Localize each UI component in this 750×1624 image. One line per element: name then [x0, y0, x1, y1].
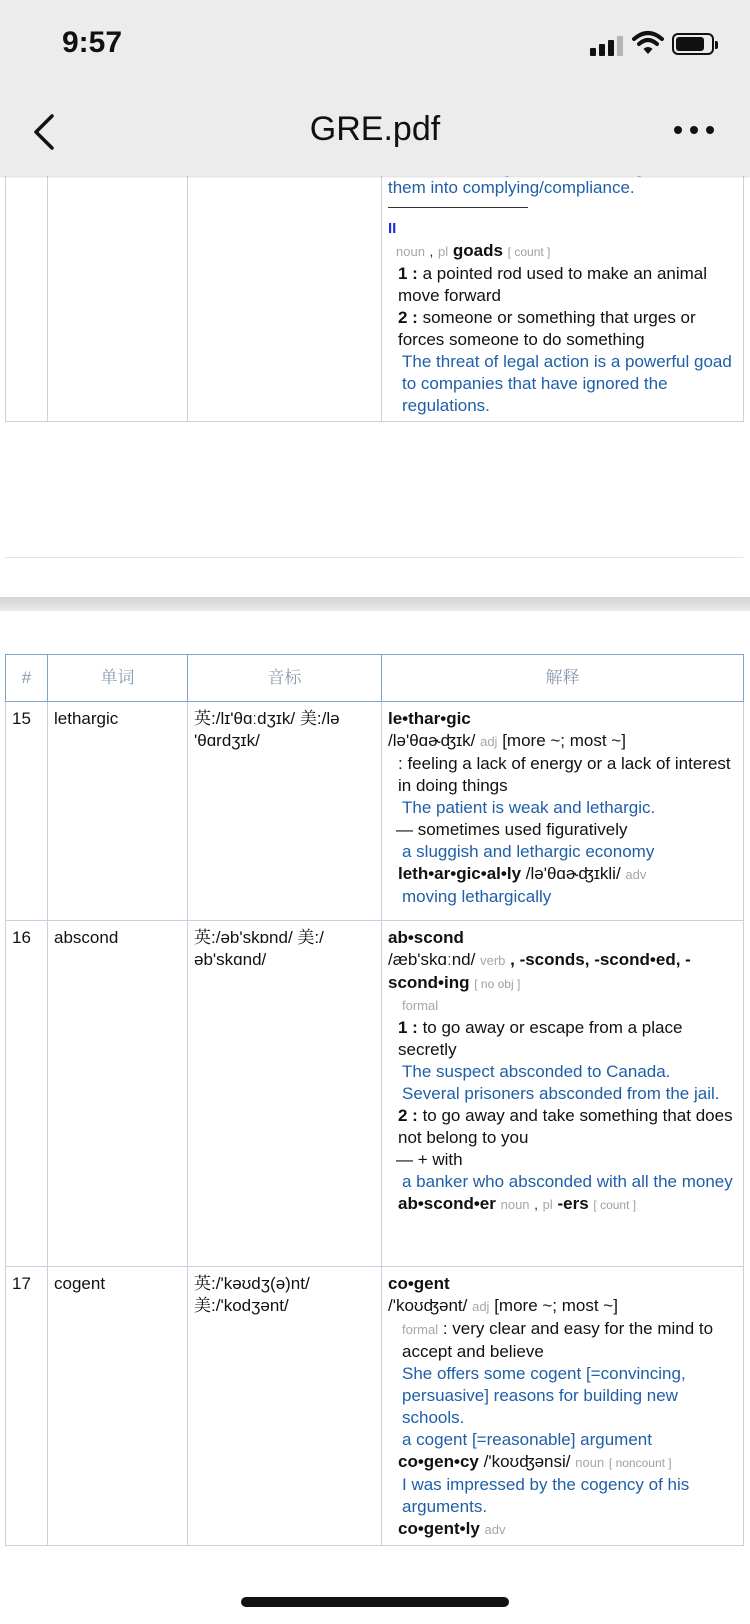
- pronunciation: /lə'θɑɚʤɪk/: [388, 731, 476, 750]
- table-row: [6, 921, 744, 1267]
- plural-form: -ers: [557, 1194, 589, 1213]
- comparison: [more ~; most ~]: [502, 731, 626, 750]
- cell-num: 17: [6, 1267, 48, 1546]
- def-number: 2 :: [398, 1106, 418, 1125]
- divider: [388, 207, 528, 208]
- count-tag: [ noncount ]: [608, 1456, 672, 1470]
- def-number: 1 :: [398, 1018, 418, 1037]
- cell-definition: ab•scond /æb'skɑːnd/ verb , -sconds, -scond•ed, -scond•ing [ no obj ] formal 1 : to go away or escape from a place secretly The suspect absconded to Canada. Several prisoners absconded from the jail. 2 : to go away and take something that does not belong to you — + with a banker who absconded with all the money ab•scond•er noun , pl -ers [ count ]: [382, 921, 744, 1267]
- example: a sluggish and lethargic economy: [402, 842, 655, 861]
- definition: : very clear and easy for the mind to accept and believe: [402, 1319, 714, 1361]
- cell-num: 16: [6, 921, 48, 1267]
- count-tag: [ count ]: [593, 1198, 637, 1212]
- home-indicator[interactable]: [241, 1597, 509, 1607]
- plural-label: pl: [542, 1197, 553, 1212]
- part-of-speech: adj: [480, 734, 498, 749]
- def-number: 1 :: [398, 264, 418, 283]
- derived-word: leth•ar•gic•al•ly: [398, 864, 522, 883]
- roman-numeral: II: [388, 220, 397, 237]
- page-footer-line: [5, 557, 743, 558]
- cell-word: cogent: [48, 1267, 188, 1546]
- usage-note: — + with: [396, 1150, 463, 1169]
- header-phonetic: 音标: [188, 655, 382, 702]
- table-header: [6, 655, 744, 702]
- part-of-speech: noun: [396, 244, 425, 259]
- cell-word: lethargic: [48, 702, 188, 921]
- headword: co•gent: [388, 1274, 450, 1293]
- plural-form: goads: [452, 241, 503, 260]
- example: a cogent [=reasonable] argument: [402, 1430, 652, 1449]
- header-num: #: [6, 655, 48, 702]
- plural-label: pl: [438, 244, 449, 259]
- previous-page-table: [5, 150, 744, 422]
- example: The suspect absconded to Canada.: [402, 1062, 671, 1081]
- part-of-speech: verb: [480, 953, 506, 968]
- cell-phonetic: 英:/lɪ'θɑːdʒɪk/ 美:/lə 'θɑrdʒɪk/: [188, 702, 382, 921]
- nav-bar: [0, 90, 750, 176]
- cell-word: abscond: [48, 921, 188, 1267]
- example: them into complying/compliance.: [388, 178, 635, 197]
- pronunciation: /'koʊʤənsi/: [483, 1452, 571, 1471]
- example: The threat of legal action is a powerful goad to companies that have ignored the regulations.: [402, 352, 732, 415]
- cell-definition: [382, 1267, 744, 1546]
- signal-icon: [590, 34, 624, 56]
- more-options-icon[interactable]: [674, 126, 716, 136]
- register-label: formal: [402, 998, 439, 1013]
- example: moving lethargically: [402, 887, 552, 906]
- pronunciation: /'koʊʤənt/: [388, 1296, 468, 1315]
- cell-phonetic: [188, 151, 382, 422]
- example: Several prisoners absconded from the jail.: [402, 1084, 720, 1103]
- verb-forms: , -sconds, -scond•ed, -scond•ing: [388, 950, 691, 992]
- grammar-tag: [ no obj ]: [474, 977, 521, 991]
- definition: : feeling a lack of energy or a lack of interest in doing things: [398, 754, 731, 795]
- usage-note: — sometimes used figuratively: [396, 820, 628, 839]
- cell-word: [48, 151, 188, 422]
- cell-num: [6, 151, 48, 422]
- part-of-speech: adj: [472, 1299, 490, 1314]
- definition: to go away and take something that does not belong to you: [398, 1106, 733, 1147]
- status-bar: [0, 0, 750, 90]
- cell-num: 15: [6, 702, 48, 921]
- table-row: [6, 702, 744, 921]
- definition: to go away or escape from a place secretly: [398, 1018, 683, 1059]
- vocabulary-table: [5, 654, 744, 1546]
- register-label: formal: [402, 1322, 439, 1337]
- definition: a pointed rod used to make an animal move forward: [398, 264, 708, 305]
- pronunciation: /æb'skɑːnd/: [388, 950, 476, 969]
- page-break: [0, 597, 750, 611]
- part-of-speech: adv: [484, 1522, 506, 1537]
- header-definition: 解释: [382, 655, 744, 702]
- pronunciation: /lə'θɑɚʤɪkli/: [525, 864, 621, 883]
- definition: someone or something that urges or forces someone to do something: [398, 308, 696, 349]
- example: She offers some cogent [=convincing, persuasive] reasons for building new schools.: [402, 1364, 686, 1427]
- headword: le•thar•gic: [388, 709, 471, 728]
- wifi-icon: [632, 30, 664, 56]
- headword: ab•scond: [388, 928, 464, 947]
- derived-word: co•gen•cy: [398, 1452, 479, 1471]
- status-time: 9:57: [62, 26, 123, 59]
- comparison: [more ~; most ~]: [494, 1296, 618, 1315]
- derived-word: ab•scond•er: [398, 1194, 496, 1213]
- example: a banker who absconded with all the money: [402, 1172, 733, 1191]
- table-row: [6, 1267, 744, 1546]
- cell-phonetic: 英:/'kəʊdʒ(ə)nt/ 美:/'kodʒənt/: [188, 1267, 382, 1546]
- count-tag: [ count ]: [507, 245, 551, 259]
- cell-definition: them into complying/compliance. II noun , pl goads [ count ] 1 : a pointed rod used to make an animal move forward 2 : someone or something that urges or forces someone to do something The threat of legal action is a powerful goad to companies that have ignored the regulations.: [382, 151, 744, 422]
- derived-word: co•gent•ly: [398, 1519, 480, 1538]
- example: I was impressed by the cogency of his arguments.: [402, 1475, 690, 1516]
- part-of-speech: adv: [625, 867, 647, 882]
- cell-phonetic: 英:/əb'skɒnd/ 美:/ əb'skɑnd/: [188, 921, 382, 1267]
- cell-definition: [382, 702, 744, 921]
- part-of-speech: noun: [500, 1197, 530, 1212]
- def-number: 2 :: [398, 308, 418, 327]
- battery-icon: [672, 33, 714, 55]
- example: The patient is weak and lethargic.: [402, 798, 656, 817]
- document-title: GRE.pdf: [309, 110, 441, 148]
- header-word: 单词: [48, 655, 188, 702]
- part-of-speech: noun: [575, 1455, 605, 1470]
